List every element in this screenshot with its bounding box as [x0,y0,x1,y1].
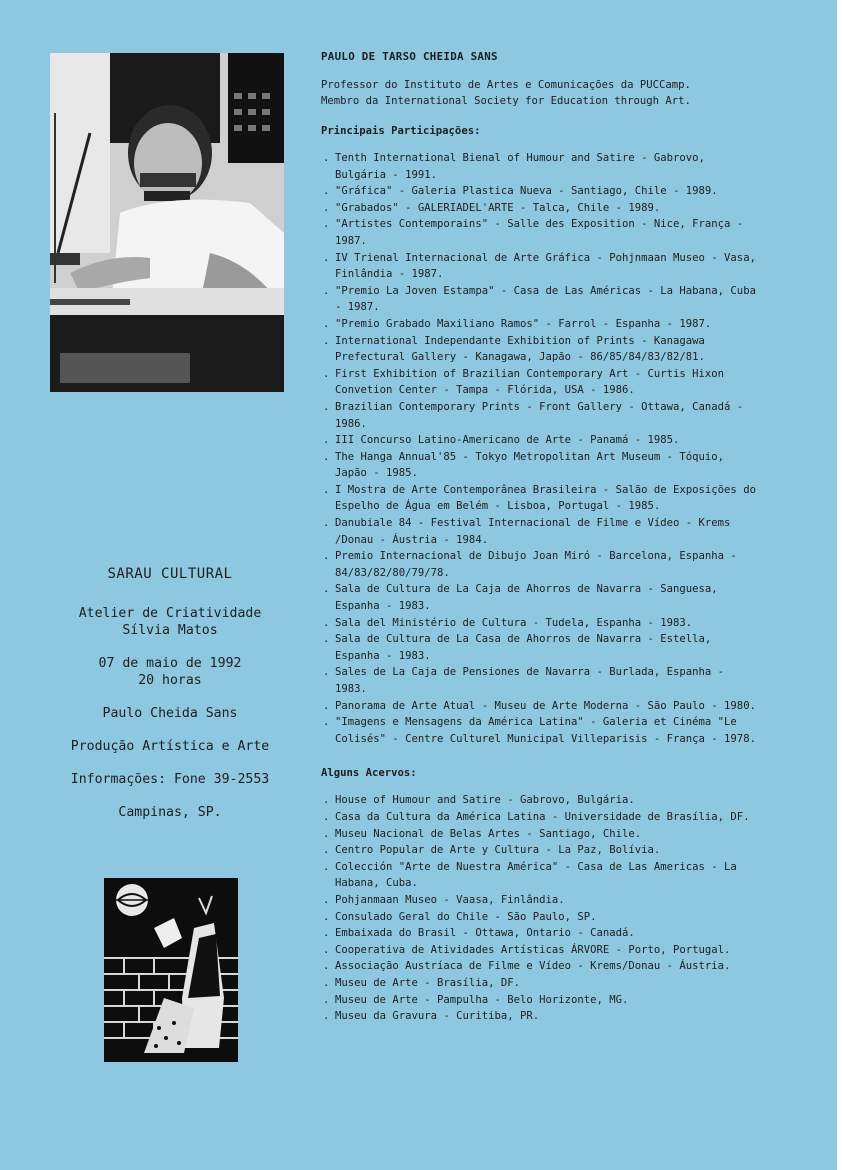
list-item: . International Independante Exhibition of Prints - Kanagawa Prefectural Gallery - Kanagawa, Japão - 86/85/84/83/82/81. [321,333,761,366]
list-item: . House of Humour and Satire - Gabrovo, Bulgária. [321,792,761,809]
bio-line: Professor do Instituto de Artes e Comunicações da PUCCamp. [321,79,691,91]
list-item: . "Artistes Contemporains" - Salle des Exposition - Nice, França - 1987. [321,216,761,249]
list-item: . The Hanga Annual'85 - Tokyo Metropolitan Art Museum - Tóquio, Japão - 1985. [321,449,761,482]
list-item: . I Mostra de Arte Contemporânea Brasileira - Salão de Exposições do Espelho de Água em Belém - Lisboa, Portugal - 1985. [321,482,761,515]
list-item: . Brazilian Contemporary Prints - Front Gallery - Ottawa, Canadá - 1986. [321,399,761,432]
participacoes-title: Principais Participações: [321,125,481,137]
list-item: . "Premio La Joven Estampa" - Casa de Las Américas - La Habana, Cuba - 1987. [321,283,761,316]
list-item: . IV Trienal Internacional de Arte Gráfica - Pohjnmaan Museo - Vasa, Finlândia - 1987. [321,250,761,283]
list-item: . Sala del Ministério de Cultura - Tudela, Espanha - 1983. [321,615,761,632]
acervos-list [321,792,761,1024]
artist-cv [321,50,761,1025]
participacoes-list [321,150,761,747]
list-item: . Museu de Arte - Brasília, DF. [321,975,761,992]
list-item: . Danubiale 84 - Festival Internacional de Filme e Vídeo - Krems /Donau - Áustria - 1984. [321,515,761,548]
venue-line-2: Sílvia Matos [122,623,218,638]
list-item: . Sala de Cultura de La Caja de Ahorros de Navarra - Sanguesa, Espanha - 1983. [321,581,761,614]
list-item: . Centro Popular de Arte y Cultura - La Paz, Bolívia. [321,842,761,859]
list-item: . Premio Internacional de Dibujo Joan Miró - Barcelona, Espanha - 84/83/82/80/79/78. [321,548,761,581]
list-item: . Museu Nacional de Belas Artes - Santiago, Chile. [321,826,761,843]
list-item: . Colección "Arte de Nuestra América" - Casa de Las Americas - La Habana, Cuba. [321,859,761,892]
list-item: . Casa da Cultura da América Latina - Universidade de Brasília, DF. [321,809,761,826]
event-contact: Informações: Fone 39-2553 [70,772,270,787]
event-city: Campinas, SP. [118,805,222,820]
list-item: . Sales de La Caja de Pensiones de Navarra - Burlada, Espanha - 1983. [321,664,761,697]
engraving-artwork [104,878,238,1062]
list-item: . III Concurso Latino-Americano de Arte - Panamá - 1985. [321,432,761,449]
list-item: . "Gráfica" - Galeria Plastica Nueva - Santiago, Chile - 1989. [321,183,761,200]
event-title: SARAU CULTURAL [107,566,233,582]
list-item: . Panorama de Arte Atual - Museu de Arte Moderna - São Paulo - 1980. [321,698,761,715]
artist-name: PAULO DE TARSO CHEIDA SANS [321,50,498,63]
venue-line-1: Atelier de Criatividade [78,606,262,621]
list-item: . Pohjanmaan Museo - Vaasa, Finlândia. [321,892,761,909]
list-item: . Museu da Gravura - Curitiba, PR. [321,1008,761,1025]
list-item: . Sala de Cultura de La Casa de Ahorros de Navarra - Estella, Espanha - 1983. [321,631,761,664]
bio-line: Membro da International Society for Education through Art. [321,95,691,107]
list-item: . Tenth International Bienal of Humour and Satire - Gabrovo, Bulgária - 1991. [321,150,761,183]
list-item: . "Imagens e Mensagens da América Latina" - Galeria et Cinéma "Le Colisés" - Centre Culturel Municipal Villeparisis - França - 1978. [321,714,761,747]
artist-bio [321,77,761,109]
list-item: . Embaixada do Brasil - Ottawa, Ontario - Canadá. [321,925,761,942]
list-item: . Consulado Geral do Chile - São Paulo, SP. [321,909,761,926]
event-info [40,566,300,821]
list-item: . First Exhibition of Brazilian Contemporary Art - Curtis Hixon Convetion Center - Tampa - Flórida, USA - 1986. [321,366,761,399]
list-item: . Museu de Arte - Pampulha - Belo Horizonte, MG. [321,992,761,1009]
event-date: 07 de maio de 1992 [98,656,242,671]
event-theme: Produção Artística e Arte [70,739,270,754]
event-time: 20 horas [138,673,202,688]
list-item: . "Grabados" - GALERIADEL'ARTE - Talca, Chile - 1989. [321,200,761,217]
event-artist: Paulo Cheida Sans [102,706,238,721]
list-item: . "Premio Grabado Maxiliano Ramos" - Farrol - Espanha - 1987. [321,316,761,333]
list-item: . Cooperativa de Atividades Artísticas ÁRVORE - Porto, Portugal. [321,942,761,959]
artist-photo [50,53,284,392]
list-item: . Associação Austríaca de Filme e Vídeo - Krems/Donau - Áustria. [321,958,761,975]
acervos-title: Alguns Acervos: [321,767,417,780]
